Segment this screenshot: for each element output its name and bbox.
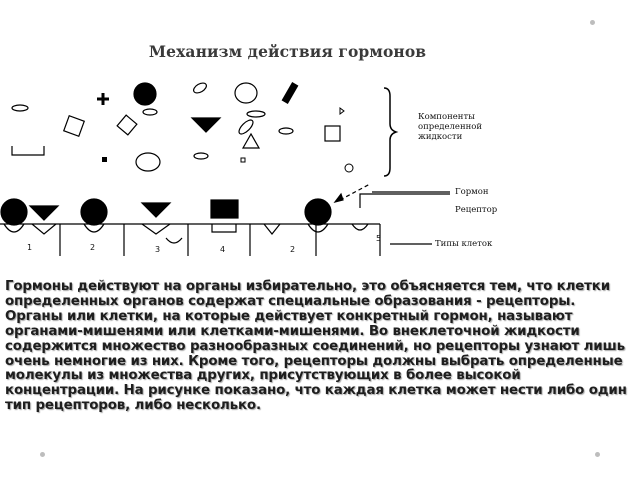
minus-shape xyxy=(102,157,107,162)
curly-brace-shape xyxy=(384,88,396,176)
bound-hormone-circle-2 xyxy=(81,199,107,225)
oval-shape-4 xyxy=(194,153,208,159)
hormone-pointer-arrow xyxy=(340,184,370,200)
receptor-cup-5 xyxy=(264,224,280,234)
bound-hormone-circle xyxy=(1,199,27,225)
dot-icon xyxy=(590,20,595,25)
hormone-receptor-diagram xyxy=(0,68,512,258)
cell-number: 2 xyxy=(290,245,296,254)
bracket-shape xyxy=(12,146,44,155)
receptor-cup-triangle-2 xyxy=(142,224,170,234)
small-oval-shape xyxy=(279,128,293,134)
bound-hormone-triangle xyxy=(30,206,58,220)
hormone-label: Гормон xyxy=(455,187,489,197)
cell-number: 3 xyxy=(155,245,161,254)
cell-types-label: Типы клеток xyxy=(435,239,493,249)
rotated-oval-shape xyxy=(237,118,255,136)
receptor-label: Рецептор xyxy=(455,205,498,215)
diamond-outline-shape xyxy=(117,115,137,135)
hormone-arrowhead xyxy=(335,194,343,202)
bound-hormone-square xyxy=(211,200,238,218)
triangle-outline-shape xyxy=(243,134,259,148)
receptor-cup-square xyxy=(212,224,236,232)
receptor-cup-triangle xyxy=(32,224,56,234)
receptor-cup-4 xyxy=(352,224,368,230)
oval-shape-2 xyxy=(143,109,157,115)
components-label: Компоненты определенной жидкости xyxy=(418,112,483,142)
filled-circle-shape xyxy=(134,83,156,105)
square-shape xyxy=(325,126,340,141)
small-square-shape xyxy=(241,158,245,162)
filled-triangle-shape xyxy=(192,118,220,132)
receptor-cup-6 xyxy=(166,238,182,243)
cell-number: 1 xyxy=(27,243,33,252)
slide-title: Механизм действия гормонов xyxy=(148,42,427,61)
dot-icon xyxy=(40,452,45,457)
small-mark-shape xyxy=(340,108,344,114)
plus-shape xyxy=(97,93,109,105)
circle-outline-shape xyxy=(235,83,257,103)
bar-shape xyxy=(282,83,297,103)
bound-hormone-circle-3 xyxy=(305,199,331,225)
oval-shape-3 xyxy=(247,111,265,117)
body-paragraph: Гормоны действуют на органы избирательно, это объясняется тем, что клетки определенных органов содержат специальные образования - рецепторы. Органы или клетки, на которые действует конкретный гормон, называют органами-мишенями или клетками-мишенями. Во внеклеточной жидкости содержится множество разнообразных соединений, но рецепторы узнают лишь очень немногие из них. Кроме того, рецепторы должны выбрать определенные молекулы из множества других, присутствующих в более высокой концентрации. На рисунке показано, что каждая клетка может нести либо один тип рецепторов, либо несколько. xyxy=(5,279,627,414)
circle-outline-shape-2 xyxy=(136,153,160,171)
receptor-label-line xyxy=(360,194,450,208)
cell-number: 4 xyxy=(220,245,226,254)
oval-shape xyxy=(192,81,208,95)
diagram-drawing xyxy=(0,68,512,258)
swirl-shape xyxy=(345,164,353,172)
cell-number: 2 xyxy=(90,243,96,252)
bound-hormone-triangle-2 xyxy=(142,203,170,217)
ellipse-shape xyxy=(12,105,28,111)
cell-number: 5 xyxy=(376,234,382,243)
dot-icon xyxy=(595,452,600,457)
square-outline-shape xyxy=(64,116,85,137)
